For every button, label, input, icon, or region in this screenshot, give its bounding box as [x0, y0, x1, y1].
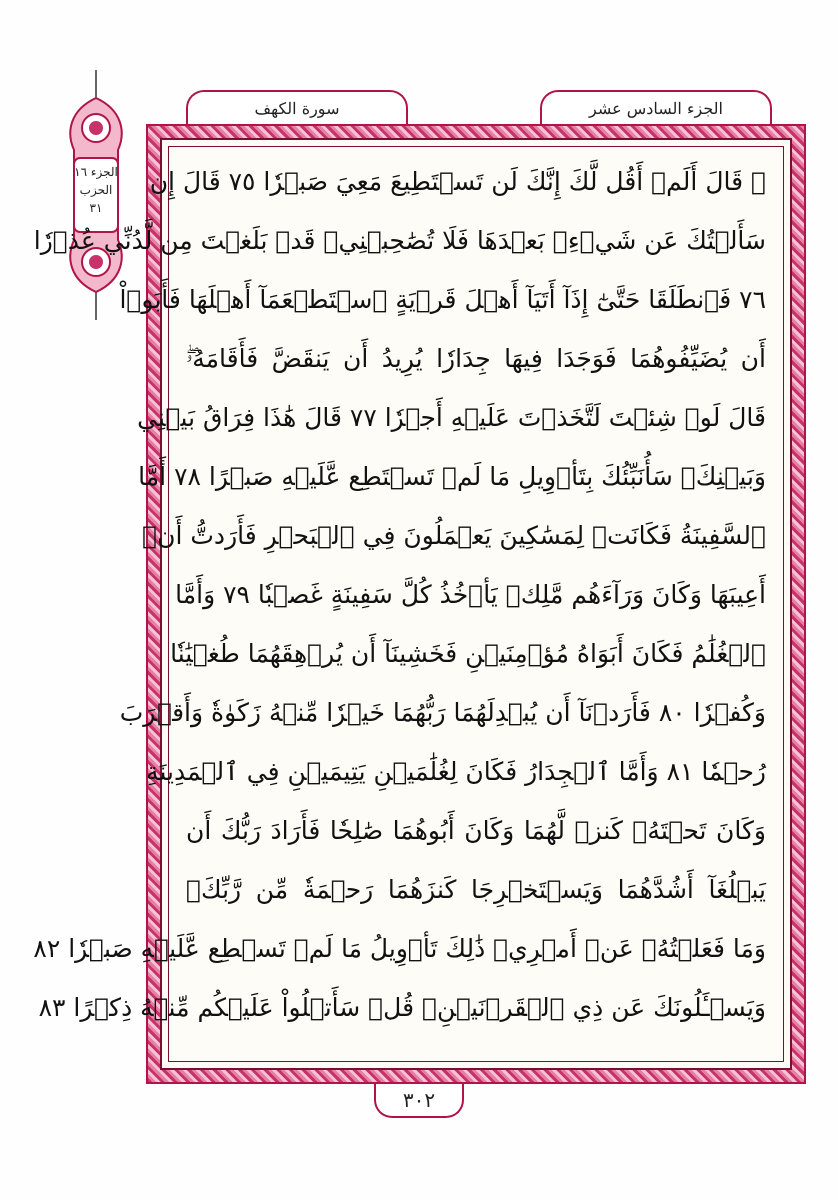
- text-line: وَكَانَ تَحۡتَهُۥ كَنزٞ لَّهُمَا وَكَانَ أَبُوهُمَا صَٰلِحٗا فَأَرَادَ رَبُّكَ أَن: [186, 816, 766, 845]
- text-line: يَبۡلُغَآ أَشُدَّهُمَا وَيَسۡتَخۡرِجَا كَنزَهُمَا رَحۡمَةٗ مِّن رَّبِّكَۚ: [186, 875, 766, 904]
- page-number: ٣٠٢: [402, 1088, 436, 1112]
- text-line: وَيَسۡـَٔلُونَكَ عَن ذِي ٱلۡقَرۡنَيۡنِۖ قُلۡ سَأَتۡلُواْ عَلَيۡكُم مِّنۡهُ ذِكۡرًا ٨٣: [38, 993, 766, 1022]
- text-line: ۞ قَالَ أَلَمۡ أَقُل لَّكَ إِنَّكَ لَن تَسۡتَطِيعَ مَعِيَ صَبۡرٗا ٧٥ قَالَ إِن: [149, 167, 766, 196]
- juz-name-header: [540, 90, 772, 124]
- hizb-label: الحزب ٣١: [79, 183, 113, 215]
- text-line: ٱلسَّفِينَةُ فَكَانَتۡ لِمَسَٰكِينَ يَعۡمَلُونَ فِي ٱلۡبَحۡرِ فَأَرَدتُّ أَنۡ: [142, 521, 766, 550]
- text-line: قَالَ لَوۡ شِئۡتَ لَتَّخَذۡتَ عَلَيۡهِ أَجۡرٗا ٧٧ قَالَ هَٰذَا فِرَاقُ بَيۡنِي: [137, 403, 766, 432]
- text-line: وَبَيۡنِكَۚ سَأُنَبِّئُكَ بِتَأۡوِيلِ مَا لَمۡ تَسۡتَطِع عَّلَيۡهِ صَبۡرًا ٧٨ أَمَّا: [138, 462, 766, 491]
- text-line: رُحۡمٗا ٨١ وَأَمَّا ٱلۡجِدَارُ فَكَانَ لِغُلَٰمَيۡنِ يَتِيمَيۡنِ فِي ٱلۡمَدِينَةِ: [146, 757, 766, 786]
- text-line: أَعِيبَهَا وَكَانَ وَرَآءَهُم مَّلِكٞ يَأۡخُذُ كُلَّ سَفِينَةٍ غَصۡبٗا ٧٩ وَأَمَّا: [175, 580, 766, 609]
- text-line: وَكُفۡرٗا ٨٠ فَأَرَدۡنَآ أَن يُبۡدِلَهُمَا رَبُّهُمَا خَيۡرٗا مِّنۡهُ زَكَوٰةٗ وَأَقۡرَبَ: [119, 698, 766, 727]
- surah-name: سورة الكهف: [254, 98, 340, 118]
- page-number-badge: [374, 1084, 464, 1118]
- text-line: وَمَا فَعَلۡتُهُۥ عَنۡ أَمۡرِيۚ ذَٰلِكَ تَأۡوِيلُ مَا لَمۡ تَسۡطِع عَّلَيۡهِ صَبۡرٗا ٨٢: [33, 934, 766, 963]
- juz-label: الجزء ١٦: [74, 165, 118, 179]
- juz-name: الجزء السادس عشر: [589, 98, 723, 118]
- text-line: سَأَلۡتُكَ عَن شَيۡءِۭ بَعۡدَهَا فَلَا تُصَٰحِبۡنِيۖ قَدۡ بَلَغۡتَ مِن لَّدُنِّي عُذۡرٗا: [33, 226, 766, 255]
- surah-name-header: [186, 90, 408, 124]
- text-line: ٱلۡغُلَٰمُ فَكَانَ أَبَوَاهُ مُؤۡمِنَيۡنِ فَخَشِينَآ أَن يُرۡهِقَهُمَا طُغۡيَٰنٗا: [170, 639, 766, 668]
- text-line: ٧٦ فَٱنطَلَقَا حَتَّىٰٓ إِذَآ أَتَيَآ أَهۡلَ قَرۡيَةٍ ٱسۡتَطۡعَمَآ أَهۡلَهَا فَأَبَوۡاْ: [119, 285, 766, 314]
- text-line: أَن يُضَيِّفُوهُمَا فَوَجَدَا فِيهَا جِدَارٗا يُرِيدُ أَن يَنقَضَّ فَأَقَامَهُۥۖ: [186, 344, 766, 373]
- juz-hizb-indicator: [72, 163, 120, 217]
